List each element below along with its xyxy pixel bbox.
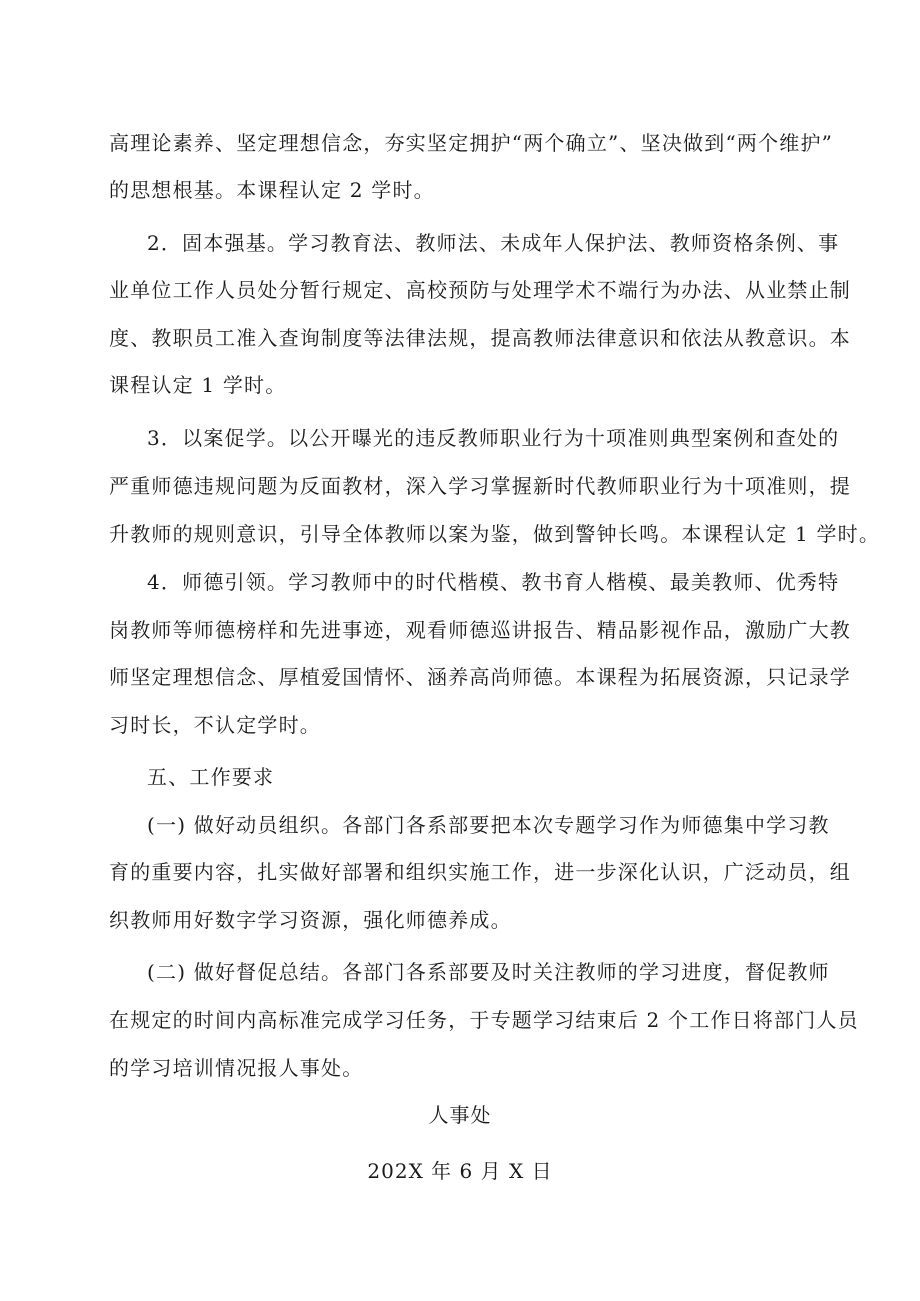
paragraph-line: 严重师德违规问题为反面教材，深入学习掌握新时代教师职业行为十项准则，提 — [109, 474, 851, 498]
paragraph-line: (一) 做好动员组织。各部门各系部要把本次专题学习作为师德集中学习教 — [147, 813, 830, 837]
paragraph-line: 育的重要内容，扎实做好部署和组织实施工作，进一步深化认识，广泛动员，组 — [109, 860, 851, 884]
paragraph-line: 岗教师等师德榜样和先进事迹，观看师德巡讲报告、精品影视作品，激励广大教 — [109, 618, 851, 642]
paragraph-line: 2．固本强基。学习教育法、教师法、未成年人保护法、教师资格条例、事 — [147, 231, 840, 255]
paragraph-line: 的学习培训情况报人事处。 — [109, 1056, 364, 1080]
paragraph-line: 师坚定理想信念、厚植爱国情怀、涵养高尚师德。本课程为拓展资源，只记录学 — [109, 665, 851, 689]
paragraph-line: 在规定的时间内高标准完成学习任务，于专题学习结束后 2 个工作日将部门人员 — [109, 1008, 859, 1032]
paragraph-line: 课程认定 1 学时。 — [109, 373, 287, 397]
signature-department: 人事处 — [428, 1103, 492, 1127]
paragraph-line: 的思想根基。本课程认定 2 学时。 — [109, 178, 435, 202]
paragraph-line: 织教师用好数字学习资源，强化师德养成。 — [109, 908, 512, 932]
paragraph-line: 业单位工作人员处分暂行规定、高校预防与处理学术不端行为办法、从业禁止制 — [109, 278, 851, 302]
paragraph-line: (二) 做好督促总结。各部门各系部要及时关注教师的学习进度，督促教师 — [147, 960, 830, 984]
paragraph-line: 习时长，不认定学时。 — [109, 713, 321, 737]
paragraph-line: 升教师的规则意识，引导全体教师以案为鉴，做到警钟长鸣。本课程认定 1 学时。 — [109, 522, 881, 546]
paragraph-line: 高理论素养、坚定理想信念，夯实坚定拥护“两个确立”、坚决做到“两个维护” — [109, 131, 834, 155]
paragraph-line: 4．师德引领。学习教师中的时代楷模、教书育人楷模、最美教师、优秀特 — [147, 570, 840, 594]
paragraph-line: 3．以案促学。以公开曝光的违反教师职业行为十项准则典型案例和查处的 — [147, 426, 840, 450]
section-heading: 五、工作要求 — [147, 765, 275, 789]
paragraph-line: 度、教职员工准入查询制度等法律法规，提高教师法律意识和依法从教意识。本 — [109, 326, 851, 350]
signature-date: 202X 年 6 月 X 日 — [367, 1159, 553, 1183]
